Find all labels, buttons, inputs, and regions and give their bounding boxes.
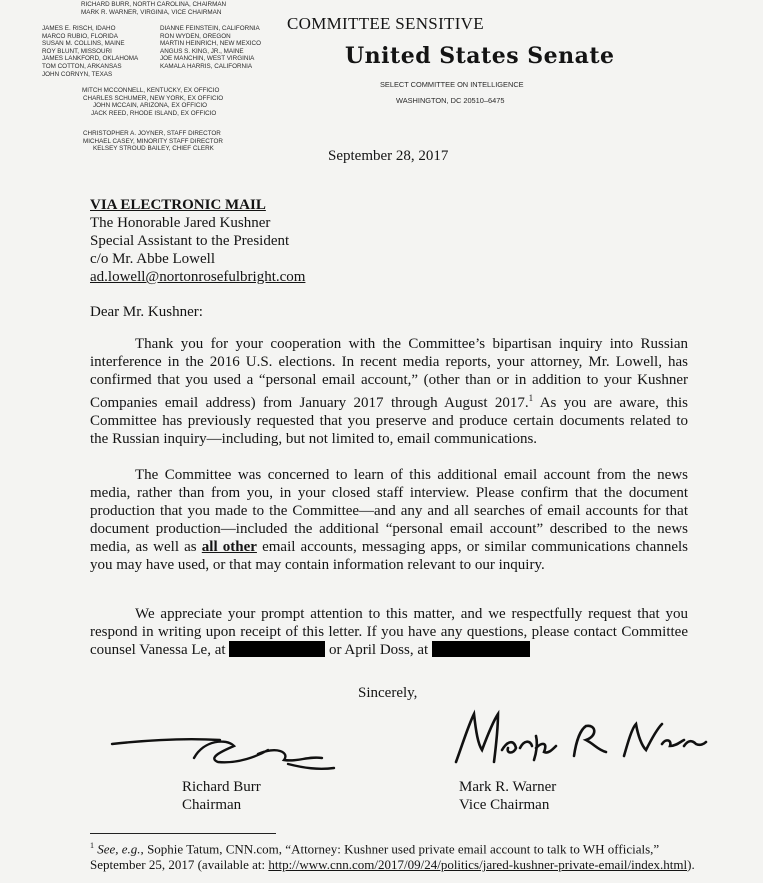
paragraph-3-text: We appreciate your prompt attention to this matter, and we respectfully request that you respond in writing upon receipt of this letter. If you have any questions, please contact Committee counsel Vanessa Le, at bbox=[90, 606, 688, 658]
classification-label: COMMITTEE SENSITIVE bbox=[287, 14, 484, 33]
paragraph-1 bbox=[90, 335, 688, 448]
footnote-end: ). bbox=[687, 857, 695, 873]
letter-date: September 28, 2017 bbox=[328, 148, 449, 164]
member-line: RON WYDEN, OREGON bbox=[160, 32, 231, 40]
emphasis-all-other: all other bbox=[201, 539, 257, 555]
staff-line: CHRISTOPHER A. JOYNER, STAFF DIRECTOR bbox=[83, 130, 221, 137]
member-line: JAMES LANKFORD, OKLAHOMA bbox=[42, 55, 139, 63]
chair-roster bbox=[81, 1, 226, 16]
paragraph-2-text-after: email accounts, messaging apps, or similar communications channels you may have used, or that may contain information relevant to our inquiry. bbox=[90, 539, 688, 573]
footnote-reference: 1 bbox=[528, 393, 534, 403]
member-line: MARCO RUBIO, FLORIDA bbox=[42, 32, 118, 40]
staff-list bbox=[83, 130, 223, 153]
signatory-name: Richard Burr bbox=[182, 779, 261, 795]
member-line: MARTIN HEINRICH, NEW MEXICO bbox=[160, 40, 261, 48]
signatory-title: Chairman bbox=[182, 797, 242, 813]
salutation: Dear Mr. Kushner: bbox=[90, 304, 203, 320]
addressee-line: Special Assistant to the President bbox=[90, 233, 290, 249]
signatory-burr bbox=[182, 778, 261, 814]
signatory-warner bbox=[459, 778, 556, 814]
closing: Sincerely, bbox=[358, 685, 418, 701]
signature-warner bbox=[448, 706, 710, 770]
member-line: JOHN CORNYN, TEXAS bbox=[42, 70, 113, 78]
member-line: JOE MANCHIN, WEST VIRGINIA bbox=[160, 55, 255, 63]
footnote bbox=[90, 838, 710, 873]
footnote-link[interactable]: http://www.cnn.com/2017/09/24/politics/jared-kushner-private-email/index.html bbox=[268, 857, 688, 873]
members-right bbox=[160, 25, 261, 71]
footnote-divider bbox=[90, 833, 276, 834]
ex-officio-line: JOHN MCCAIN, ARIZONA, EX OFFICIO bbox=[93, 102, 208, 110]
ex-officio-line: JACK REED, RHODE ISLAND, EX OFFICIO bbox=[91, 109, 217, 117]
signatory-name: Mark R. Warner bbox=[459, 779, 557, 795]
member-line: DIANNE FEINSTEIN, CALIFORNIA bbox=[160, 25, 260, 32]
senate-wordmark: United States Senate bbox=[345, 43, 615, 69]
ex-officio-list bbox=[82, 87, 223, 117]
paragraph-1-text: Thank you for your cooperation with the Committee’s bipartisan inquiry into Russian interference in the 2016 U.S. elections. In recent media reports, your attorney, Mr. Lowell, has confirmed that you used a “personal email account,” (other than or in addition to your Kushner Companies email address) from January 2017 through August 2017. bbox=[90, 336, 688, 411]
signatory-title: Vice Chairman bbox=[459, 797, 550, 813]
paragraph-2-text: The Committee was concerned to learn of this additional email account from the news media, rather than from you, in your closed staff interview. Please confirm that the document production that you made to the Committee—and any and all searches of email accounts for that document production—included the additional “personal email account” described to the news media, as well as bbox=[90, 467, 688, 555]
paragraph-3-middle: or April Doss, at bbox=[325, 642, 432, 658]
member-line: ROY BLUNT, MISSOURI bbox=[42, 47, 112, 55]
ex-officio-line: CHARLES SCHUMER, NEW YORK, EX OFFICIO bbox=[83, 94, 224, 102]
committee-name: SELECT COMMITTEE ON INTELLIGENCE bbox=[380, 80, 524, 89]
paragraph-2 bbox=[90, 466, 688, 574]
footnote-see: See, e.g., bbox=[97, 841, 144, 857]
addressee-block bbox=[90, 196, 305, 286]
chair-line: RICHARD BURR, NORTH CAROLINA, CHAIRMAN bbox=[81, 1, 227, 8]
addressee-line: The Honorable Jared Kushner bbox=[90, 215, 271, 231]
redaction-box bbox=[432, 641, 530, 657]
vice-chair-line: MARK R. WARNER, VIRGINIA, VICE CHAIRMAN bbox=[81, 8, 222, 16]
staff-line: KELSEY STROUD BAILEY, CHIEF CLERK bbox=[93, 145, 214, 153]
member-line: ANGUS S. KING, JR., MAINE bbox=[160, 47, 244, 55]
member-line: JAMES E. RISCH, IDAHO bbox=[42, 25, 116, 32]
footnote-text: Sophie Tatum, CNN.com, “Attorney: Kushner used private email account to talk to WH officials,” September 25, 2017 (available at: bbox=[90, 841, 660, 873]
paragraph-3 bbox=[90, 605, 688, 659]
member-line: SUSAN M. COLLINS, MAINE bbox=[42, 40, 125, 48]
redaction-box bbox=[229, 641, 325, 657]
signature-burr bbox=[108, 728, 338, 774]
staff-line: MICHAEL CASEY, MINORITY STAFF DIRECTOR bbox=[83, 137, 223, 145]
ex-officio-line: MITCH MCCONNELL, KENTUCKY, EX OFFICIO bbox=[82, 87, 220, 94]
delivery-method: VIA ELECTRONIC MAIL bbox=[90, 197, 266, 213]
committee-address: WASHINGTON, DC 20510–6475 bbox=[396, 96, 505, 105]
member-line: KAMALA HARRIS, CALIFORNIA bbox=[160, 62, 253, 70]
members-left bbox=[42, 25, 138, 78]
addressee-email[interactable]: ad.lowell@nortonrosefulbright.com bbox=[90, 269, 306, 285]
addressee-line: c/o Mr. Abbe Lowell bbox=[90, 251, 215, 267]
member-line: TOM COTTON, ARKANSAS bbox=[42, 62, 122, 70]
paragraph-1-text-after: As you are aware, this Committee has previously requested that you preserve and produce certain documents related to the Russian inquiry—including, but not limited to, email communications. bbox=[90, 395, 688, 447]
footnote-number: 1 bbox=[90, 841, 94, 850]
